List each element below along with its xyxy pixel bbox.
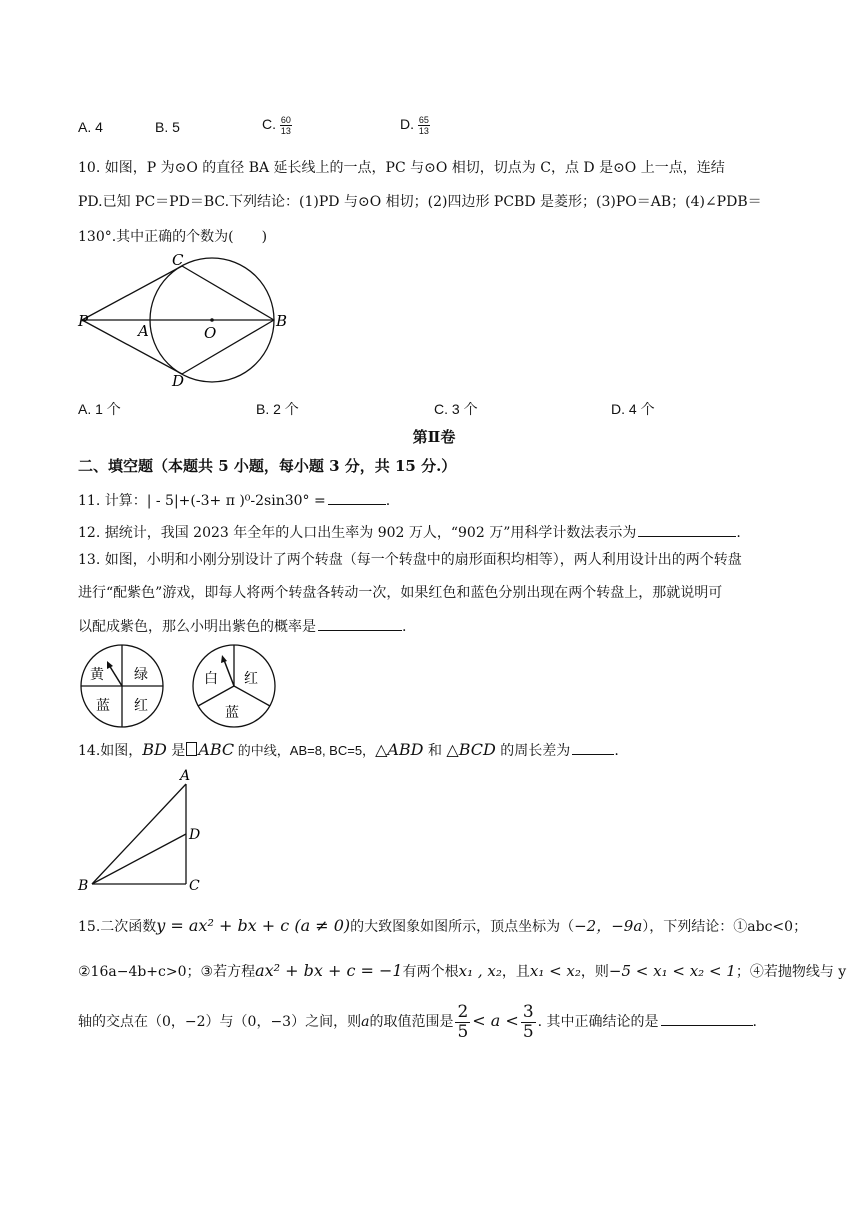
q15-line2a: ②16a−4b+c>0；③若方程 bbox=[78, 964, 256, 980]
label-p: P bbox=[78, 312, 89, 330]
q15-line3b: 的取值范围是 bbox=[369, 1014, 454, 1030]
q15-mid1: 的大致图象如图所示，顶点坐标为（ bbox=[350, 919, 575, 935]
q10-line1: 10. 如图，P 为⊙O 的直径 BA 延长线上的一点，PC 与⊙O 相切，切点为 C，点 D 是⊙O 上一点，连结 bbox=[78, 160, 725, 176]
q10-option-d: D. 4 个 bbox=[611, 401, 655, 417]
q15-mid2: ），下列结论：①abc<0； bbox=[642, 919, 808, 935]
q12-answer-blank[interactable] bbox=[638, 522, 736, 537]
spinner1-sector-3: 蓝 bbox=[96, 698, 110, 714]
q9-option-c bbox=[262, 115, 292, 136]
spinner1-sector-2: 绿 bbox=[134, 667, 148, 683]
q14-bcd: △BCD bbox=[446, 740, 496, 759]
spinner1-pointer bbox=[109, 665, 122, 686]
q15-answer-blank[interactable] bbox=[661, 1011, 753, 1026]
q15-line3 bbox=[78, 1000, 757, 1043]
q15-end: . bbox=[752, 1014, 757, 1030]
center-dot bbox=[210, 318, 214, 322]
spinner2-line3 bbox=[234, 686, 270, 706]
label-d2: D bbox=[189, 827, 201, 843]
q13-line3 bbox=[78, 616, 406, 636]
q15-line1 bbox=[78, 917, 807, 936]
q9-option-d bbox=[400, 115, 430, 136]
q11 bbox=[78, 490, 390, 510]
label-a: A bbox=[138, 322, 149, 340]
q14-tail: 的周长差为 bbox=[495, 743, 571, 759]
q13-answer-blank[interactable] bbox=[318, 616, 402, 631]
label-b: B bbox=[276, 312, 288, 330]
q10-option-b: B. 2 个 bbox=[256, 401, 299, 417]
q14-answer-blank[interactable] bbox=[572, 740, 614, 755]
q14 bbox=[78, 740, 619, 760]
q15-line3a: 轴的交点在（0，−2）与（0，−3）之间，则 bbox=[78, 1014, 362, 1030]
q15-prefix: 15.二次函数 bbox=[78, 919, 157, 935]
q13-line1: 13. 如图，小明和小刚分别设计了两个转盘（每一个转盘中的扇形面积均相等），两人利用设计出的两个转盘 bbox=[78, 552, 742, 568]
q15-order: x₁ < x₂ bbox=[529, 962, 581, 980]
line-ba bbox=[92, 784, 186, 884]
q15-line2c: ，且 bbox=[501, 964, 530, 980]
q14-mid2: 的中线，AB=8, BC=5， bbox=[234, 743, 376, 758]
q15-line2b: 有两个根 bbox=[402, 964, 459, 980]
q14-prefix: 14.如图， bbox=[78, 743, 143, 759]
q14-mid: 是 bbox=[166, 743, 186, 759]
q10-option-c: C. 3 个 bbox=[434, 401, 478, 417]
spinner2-sector-3: 蓝 bbox=[225, 705, 239, 721]
line-db bbox=[182, 320, 274, 374]
q14-abd: △ABD bbox=[375, 740, 424, 759]
q15-line2e: ；④若抛物线与 y bbox=[735, 964, 847, 980]
q15-f1-den: 5 bbox=[457, 1021, 469, 1042]
q15-func: y = ax² + bx + c (a ≠ 0) bbox=[156, 916, 351, 935]
q14-abc: ABC bbox=[198, 740, 235, 759]
q14-bd: BD bbox=[142, 740, 167, 759]
q9-option-d-fraction bbox=[418, 115, 430, 136]
label-b2: B bbox=[78, 878, 89, 894]
q15-f2-den: 5 bbox=[522, 1021, 534, 1042]
q13-line2: 进行“配紫色”游戏，即每人将两个转盘各转动一次，如果红色和蓝色分别出现在两个转盘上，那就说明可 bbox=[78, 585, 723, 601]
q15-f1-num: 2 bbox=[457, 1001, 469, 1022]
q14-and: 和 bbox=[423, 743, 442, 759]
q9-option-c-fraction bbox=[280, 115, 292, 136]
q12-text: 12. 据统计，我国 2023 年全年的人口出生率为 902 万人，“902 万”用科学计数法表示为 bbox=[78, 525, 637, 541]
triangle-box-icon bbox=[186, 742, 197, 756]
line-cb bbox=[182, 266, 274, 320]
q13-end: . bbox=[402, 619, 407, 635]
q10-line2: PD.已知 PC＝PD＝BC.下列结论：(1)PD 与⊙O 相切；(2)四边形 PCBD 是菱形；(3)PO＝AB；(4)∠PDB＝ bbox=[78, 194, 762, 210]
q12-end: . bbox=[736, 525, 741, 541]
q9-option-b: B. 5 bbox=[155, 119, 180, 135]
q9-option-d-num: 65 bbox=[418, 115, 429, 125]
line-bd bbox=[92, 834, 186, 884]
spinner2-arrow-icon bbox=[221, 655, 227, 663]
q15-vertex: −2，−9a bbox=[574, 917, 643, 935]
q9-option-d-prefix: D. bbox=[400, 116, 414, 133]
q13-line3-text: 以配成紫色，那么小明出紫色的概率是 bbox=[78, 619, 316, 635]
q9-option-d-den: 13 bbox=[418, 126, 429, 136]
q15-frac2 bbox=[521, 1003, 536, 1042]
label-o: O bbox=[204, 324, 217, 342]
label-a2: A bbox=[180, 768, 191, 784]
section2-title: 二、填空题（本题共 5 小题，每小题 3 分，共 15 分.） bbox=[78, 457, 457, 475]
line-pd bbox=[82, 320, 182, 374]
label-d: D bbox=[172, 372, 185, 390]
q11-text: 11. 计算：| - 5|+(-3+ π )⁰-2sin30° = bbox=[78, 493, 326, 509]
spinner1-sector-4: 红 bbox=[134, 698, 148, 714]
q11-end: . bbox=[385, 493, 391, 509]
q10-circle-figure bbox=[70, 248, 310, 393]
q14-end: . bbox=[614, 743, 619, 759]
spinner2-sector-2: 红 bbox=[244, 671, 258, 687]
q11-answer-blank[interactable] bbox=[328, 490, 386, 505]
q15-line2d: ，则 bbox=[580, 964, 609, 980]
q15-roots: x₁ , x₂ bbox=[458, 962, 502, 980]
q9-option-c-den: 13 bbox=[280, 126, 291, 136]
q10-line3: 130°.其中正确的个数为( ) bbox=[78, 229, 268, 245]
q15-line3c: . 其中正确结论的是 bbox=[537, 1014, 659, 1030]
q15-eq: ax² + bx + c = −1 bbox=[255, 961, 403, 980]
q9-option-c-num: 60 bbox=[280, 115, 291, 125]
spinner2-sector-1: 白 bbox=[204, 671, 218, 687]
q9-option-c-prefix: C. bbox=[262, 116, 276, 133]
q15-lt: < a < bbox=[472, 1011, 519, 1030]
label-c: C bbox=[172, 251, 184, 269]
q15-range: −5 < x₁ < x₂ < 1 bbox=[608, 962, 736, 980]
q15-frac1 bbox=[455, 1003, 470, 1042]
line-pc bbox=[82, 266, 182, 320]
spinner2-line2 bbox=[198, 686, 234, 706]
q13-spinners-figure bbox=[76, 643, 316, 733]
q12 bbox=[78, 522, 741, 542]
q15-f2-num: 3 bbox=[522, 1001, 534, 1022]
q10-option-a: A. 1 个 bbox=[78, 401, 121, 417]
q15-line2 bbox=[78, 962, 846, 981]
label-c2: C bbox=[189, 878, 200, 894]
part2-title: 第Ⅱ卷 bbox=[412, 428, 456, 446]
spinner2-pointer bbox=[224, 660, 234, 686]
q15-avar: a bbox=[361, 1014, 370, 1030]
spinner1-sector-1: 黄 bbox=[90, 667, 104, 683]
q9-option-a: A. 4 bbox=[78, 119, 103, 135]
q14-triangle-figure bbox=[72, 764, 212, 900]
